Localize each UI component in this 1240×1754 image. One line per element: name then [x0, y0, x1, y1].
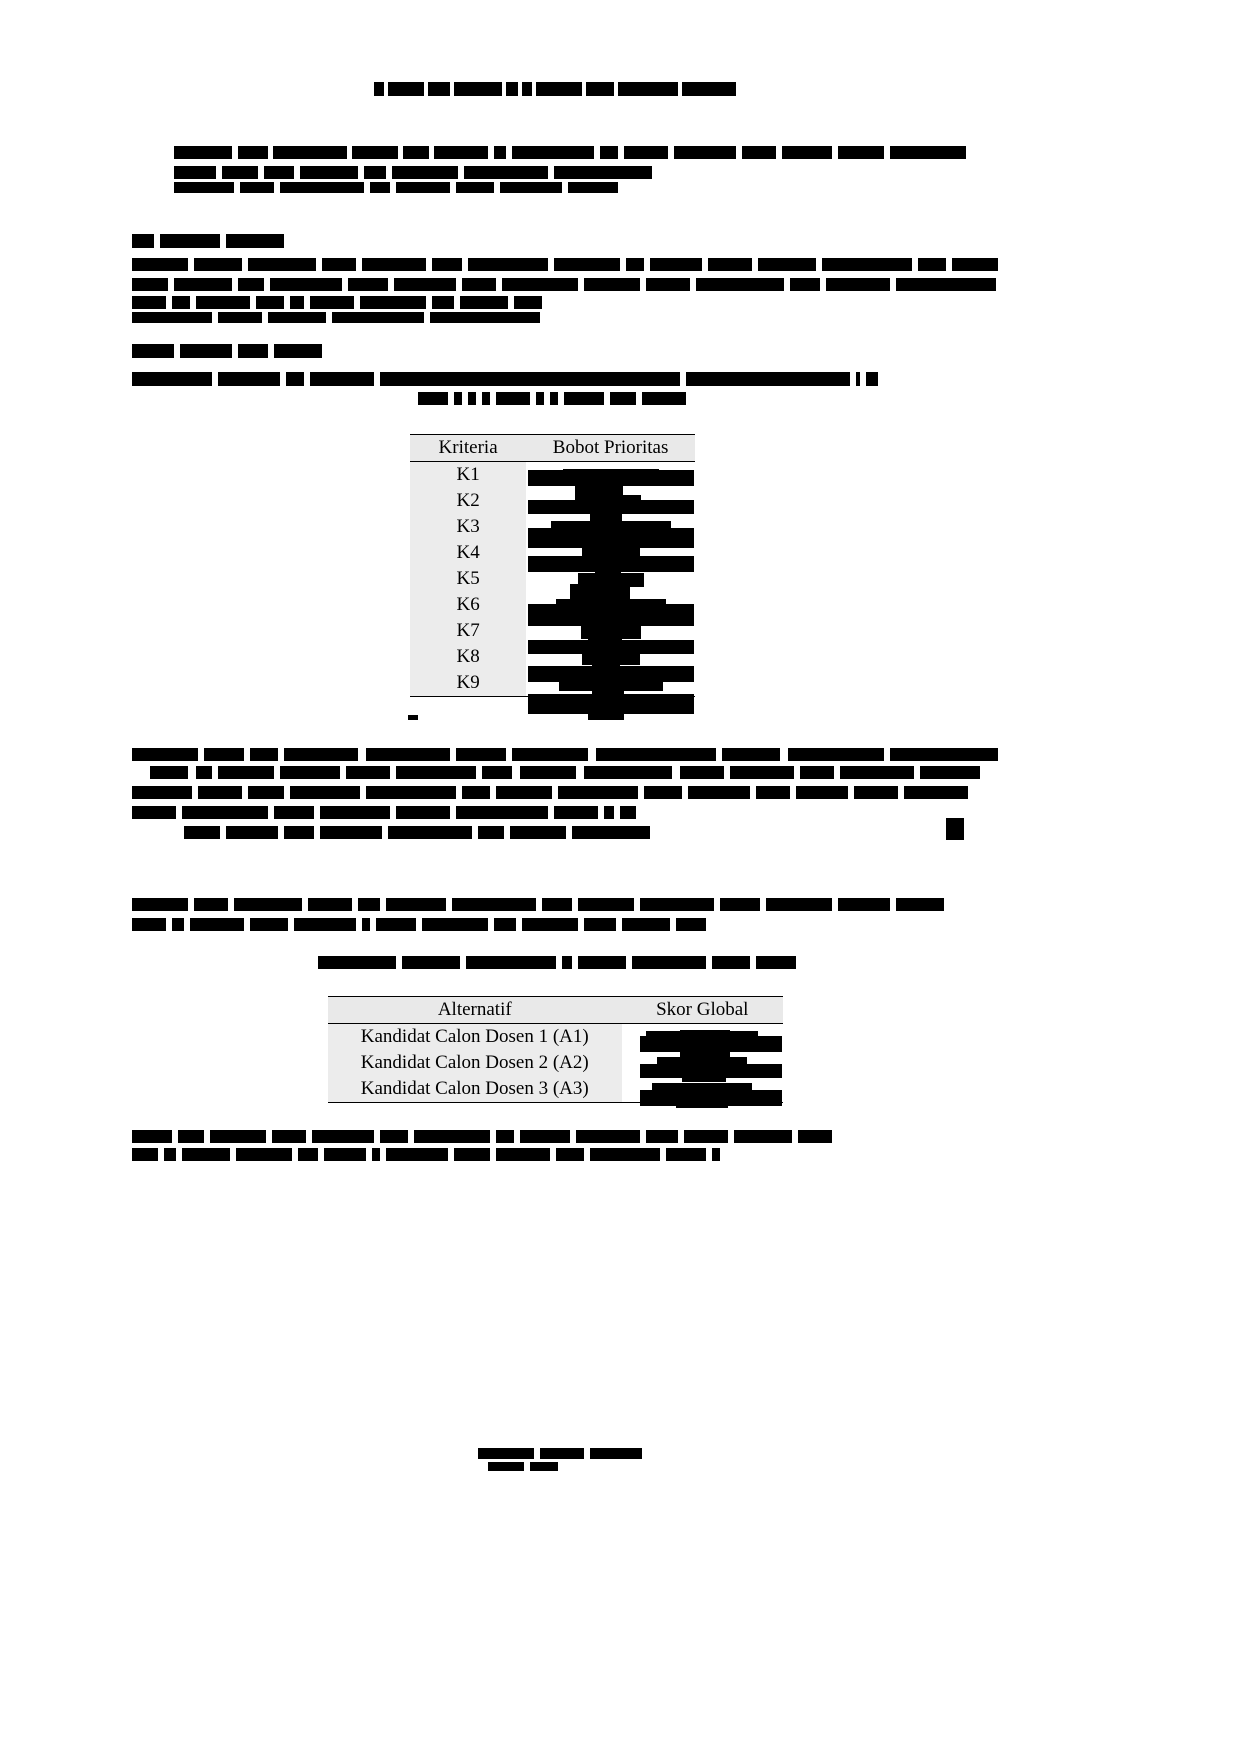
- cell-kriteria: K4: [410, 540, 526, 566]
- cell-kriteria: K5: [410, 566, 526, 592]
- column-header-bobot: Bobot Prioritas: [526, 435, 695, 462]
- cell-kriteria: K2: [410, 488, 526, 514]
- cell-kriteria: K9: [410, 670, 526, 697]
- column-header-skor: Skor Global: [622, 997, 783, 1024]
- cell-alternatif: Kandidat Calon Dosen 3 (A3): [328, 1076, 622, 1103]
- cell-kriteria: K3: [410, 514, 526, 540]
- column-header-alternatif: Alternatif: [328, 997, 622, 1024]
- cell-alternatif: Kandidat Calon Dosen 2 (A2): [328, 1050, 622, 1076]
- cell-alternatif: Kandidat Calon Dosen 1 (A1): [328, 1024, 622, 1051]
- cell-kriteria: K7: [410, 618, 526, 644]
- cell-kriteria: K8: [410, 644, 526, 670]
- table-header-row: [328, 997, 783, 1024]
- column-header-kriteria: Kriteria: [410, 435, 526, 462]
- cell-kriteria: K6: [410, 592, 526, 618]
- table-header-row: [410, 435, 695, 462]
- cell-kriteria: K1: [410, 462, 526, 489]
